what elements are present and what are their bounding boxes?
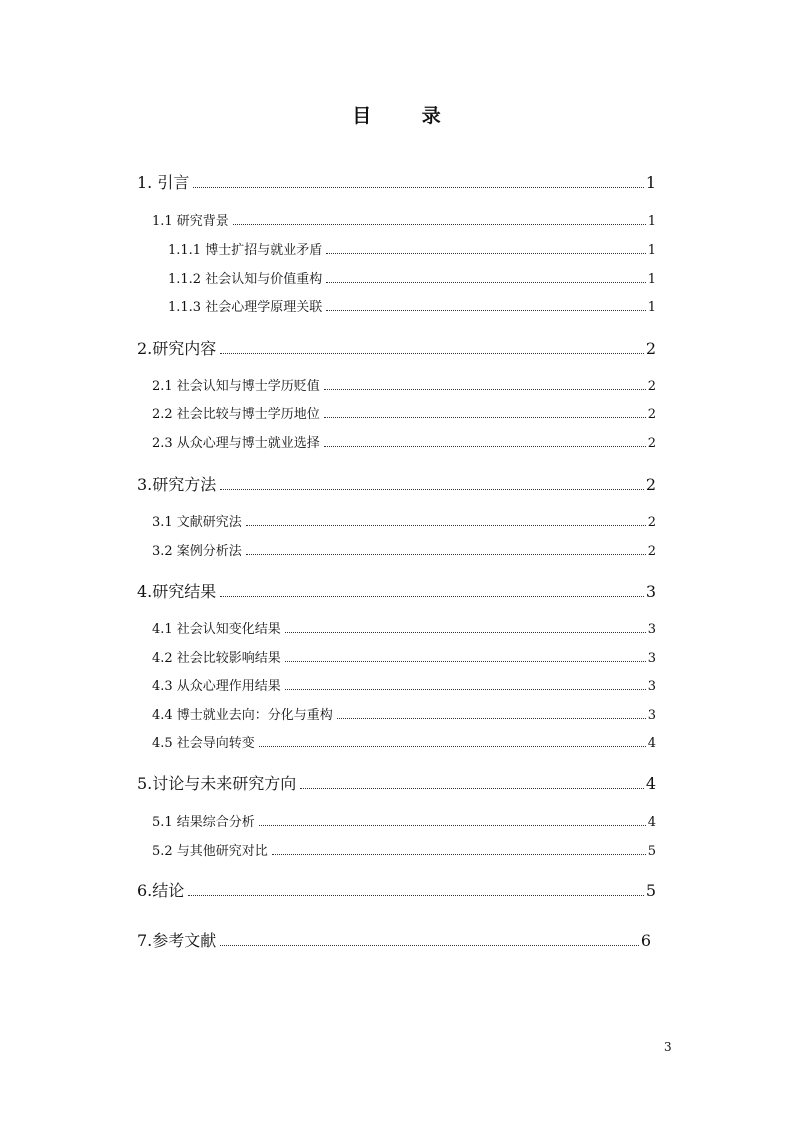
toc-entry-page: 2 [645, 339, 656, 358]
toc-entry-page: 1 [647, 214, 656, 229]
toc-dot-leader [285, 661, 646, 662]
toc-entry-label: 1.1.3 社会心理学原理关联 [168, 300, 323, 315]
toc-entry-page: 1 [645, 173, 656, 192]
toc-entry-label: 3.研究方法 [137, 475, 217, 494]
toc-entry-1-1-3[interactable] [168, 299, 656, 317]
toc-dot-leader [188, 895, 644, 896]
toc-entry-3[interactable] [137, 474, 656, 496]
toc-entry-page: 2 [647, 436, 656, 451]
toc-dot-leader [246, 554, 646, 555]
toc-entry-label: 3.1 文献研究法 [152, 515, 242, 530]
toc-entry-6[interactable] [137, 880, 656, 902]
toc-entry-4[interactable] [137, 581, 656, 603]
toc-dot-leader [285, 689, 646, 690]
toc-entry-label: 3.2 案例分析法 [152, 544, 242, 559]
toc-entry-label: 5.2 与其他研究对比 [152, 844, 268, 859]
toc-entry-7[interactable] [137, 930, 651, 952]
toc-dot-leader [220, 945, 639, 946]
toc-entry-label: 1.1.2 社会认知与价值重构 [168, 272, 323, 287]
toc-entry-page: 3 [647, 679, 656, 694]
toc-entry-label: 5.1 结果综合分析 [152, 815, 255, 830]
toc-entry-label: 4.4 博士就业去向：分化与重构 [152, 708, 333, 723]
toc-entry-page: 3 [645, 582, 656, 601]
toc-entry-label: 4.研究结果 [137, 582, 217, 601]
toc-entry-page: 5 [645, 881, 656, 900]
toc-entry-page: 2 [647, 515, 656, 530]
toc-entry-4-5[interactable] [152, 735, 656, 753]
toc-entry-label: 5.讨论与未来研究方向 [137, 774, 297, 793]
toc-entry-label: 4.5 社会导向转变 [152, 736, 255, 751]
toc-entry-1-1-2[interactable] [168, 271, 656, 289]
toc-dot-leader [324, 446, 646, 447]
toc-entry-page: 2 [647, 379, 656, 394]
toc-dot-leader [324, 389, 646, 390]
toc-entry-page: 6 [640, 931, 651, 950]
toc-entry-4-1[interactable] [152, 621, 656, 639]
toc-entry-4-4[interactable] [152, 707, 656, 725]
toc-title: 目 录 [352, 105, 463, 127]
toc-entry-label: 1.1 研究背景 [152, 214, 229, 229]
toc-entry-5[interactable] [137, 773, 656, 795]
toc-entry-2-3[interactable] [152, 435, 656, 453]
toc-entry-page: 4 [647, 736, 656, 751]
toc-entry-5-1[interactable] [152, 814, 656, 832]
toc-dot-leader [326, 310, 646, 311]
toc-entry-label: 4.1 社会认知变化结果 [152, 622, 281, 637]
toc-dot-leader [326, 282, 646, 283]
toc-entry-3-2[interactable] [152, 543, 656, 561]
toc-entry-page: 5 [647, 844, 656, 859]
toc-entry-5-2[interactable] [152, 843, 656, 861]
toc-dot-leader [272, 854, 646, 855]
toc-entry-label: 2.2 社会比较与博士学历地位 [152, 407, 320, 422]
toc-entry-label: 2.研究内容 [137, 339, 217, 358]
toc-entry-label: 1. 引言 [137, 173, 190, 192]
toc-entry-2-1[interactable] [152, 378, 656, 396]
toc-dot-leader [285, 632, 646, 633]
toc-dot-leader [324, 417, 646, 418]
toc-dot-leader [246, 525, 646, 526]
toc-entry-page: 4 [645, 774, 656, 793]
toc-entry-1[interactable] [137, 172, 656, 194]
toc-entry-3-1[interactable] [152, 514, 656, 532]
toc-entry-page: 3 [647, 622, 656, 637]
toc-entry-label: 7.参考文献 [137, 931, 217, 950]
toc-dot-leader [233, 224, 646, 225]
toc-dot-leader [220, 596, 644, 597]
toc-dot-leader [337, 718, 646, 719]
toc-entry-4-3[interactable] [152, 678, 656, 696]
toc-dot-leader [259, 825, 646, 826]
toc-entry-label: 4.3 从众心理作用结果 [152, 679, 281, 694]
toc-dot-leader [193, 187, 643, 188]
toc-entry-page: 1 [647, 243, 656, 258]
toc-dot-leader [300, 788, 644, 789]
toc-entry-label: 2.3 从众心理与博士就业选择 [152, 436, 320, 451]
toc-entry-page: 3 [647, 651, 656, 666]
toc-entry-1-1-1[interactable] [168, 242, 656, 260]
toc-entry-page: 1 [647, 300, 656, 315]
toc-dot-leader [259, 746, 646, 747]
toc-entry-2[interactable] [137, 338, 656, 360]
toc-entry-label: 4.2 社会比较影响结果 [152, 651, 281, 666]
toc-entry-label: 6.结论 [137, 881, 185, 900]
toc-entry-1-1[interactable] [152, 213, 656, 231]
toc-entry-page: 2 [647, 544, 656, 559]
page-number: 3 [664, 1040, 672, 1054]
toc-entry-label: 2.1 社会认知与博士学历贬值 [152, 379, 320, 394]
toc-entry-page: 1 [647, 272, 656, 287]
toc-entry-2-2[interactable] [152, 406, 656, 424]
toc-entry-page: 3 [647, 708, 656, 723]
toc-entry-page: 2 [647, 407, 656, 422]
toc-entry-page: 4 [647, 815, 656, 830]
toc-entry-4-2[interactable] [152, 650, 656, 668]
toc-dot-leader [220, 489, 644, 490]
toc-entry-page: 2 [645, 475, 656, 494]
toc-dot-leader [220, 353, 644, 354]
toc-dot-leader [326, 253, 646, 254]
toc-entry-label: 1.1.1 博士扩招与就业矛盾 [168, 243, 323, 258]
